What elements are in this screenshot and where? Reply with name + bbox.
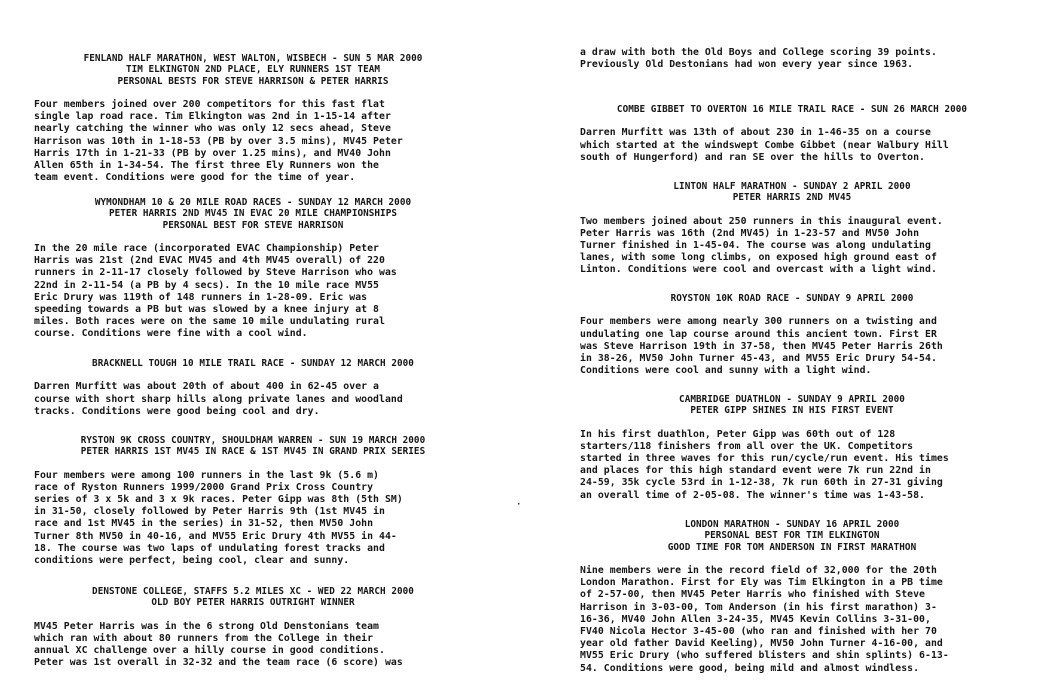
article-body: Four members were among 100 runners in the last 9k (5.6 m) race of Ryston Runners 1999/2000 Grand Prix Cross Country series of 3 x 5k and 3 x 9k races. Peter Gipp was 8th (5th SM) in 31-50, closely followed by Peter Harris 9th (1st MV45 in race and 1st MV45 in the series) in 31-52, then MV50 John Turner 8th MV50 in 40-16, and MV55 Eric Drury 4th MV55 in 44- 18. The course was two laps of undulating forest tracks and conditions were perfect, being cool, clear and sunny. [34, 469, 403, 567]
article-heading: LINTON HALF MARATHON - SUNDAY 2 APRIL 2000 PETER HARRIS 2ND MV45 [673, 181, 911, 204]
article-body: Four members were among nearly 300 runners on a twisting and undulating one lap course around this ancient town. First ER was Steve Harrison 19th in 37-58, then MV45 Peter Harris 26th in 38-26, MV50 John Turner 45-43, and MV55 Eric Drury 54-54. Conditions were cool and sunny with a light wind. [580, 316, 943, 377]
article-body: Darren Murfitt was 13th of about 230 in 1-46-35 on a course which started at the windswept Combe Gibbet (near Walbury Hill south of Hungerford) and ran SE over the hills to Overton. [580, 127, 949, 163]
article-body: In his first duathlon, Peter Gipp was 60th out of 128 starters/118 finishers from all over the UK. Competitors started in three waves for this run/cycle/run event. His times and places for this high standard event were 7k run 22nd in 24-59, 35k cycle 53rd in 1-12-38, 7k run 60th in 27-31 giving an overall time of 2-05-08. The winner's time was 1-43-58. [580, 428, 949, 501]
article-denstone-continued [580, 47, 1004, 71]
article-body: Two members joined about 250 runners in this inaugural event. Peter Harris was 16th (2nd MV45) in 1-23-57 and MV50 John Turner finished in 1-45-04. The course was along undulating lanes, with some long climbs, on exposed high ground east of Linton. Conditions were cool and overcast with a light wind. [580, 215, 943, 276]
article-body: MV45 Peter Harris was in the 6 strong Old Denstonians team which ran with about 80 runners from the College in their annual XC challenge over a hilly course in good conditions. Peter was 1st overall in 32-32 and the team race (6 score) was [34, 620, 403, 669]
article-denstone [34, 586, 472, 669]
article-bracknell [34, 358, 472, 418]
article-ryston [34, 435, 472, 567]
article-wymondham [34, 197, 472, 341]
article-heading: FENLAND HALF MARATHON, WEST WALTON, WISBECH - SUN 5 MAR 2000 TIM ELKINGTON 2ND PLACE, ELY RUNNERS 1ST TEAM PERSONAL BESTS FOR STEVE HARRISON & PETER HARRIS [83, 53, 423, 87]
scan-speck: · [516, 500, 522, 510]
article-heading: DENSTONE COLLEGE, STAFFS 5.2 MILES XC - WED 22 MARCH 2000 OLD BOY PETER HARRIS OUTRIGHT WINNER [92, 586, 414, 609]
article-heading: BRACKNELL TOUGH 10 MILE TRAIL RACE - SUNDAY 12 MARCH 2000 [92, 358, 414, 369]
article-heading: RYSTON 9K CROSS COUNTRY, SHOULDHAM WARREN - SUN 19 MARCH 2000 PETER HARRIS 1ST MV45 IN RACE & 1ST MV45 IN GRAND PRIX SERIES [80, 435, 426, 458]
article-body: In the 20 mile race (incorporated EVAC Championship) Peter Harris was 21st (2nd EVAC MV45 and 4th MV45 overall) of 220 runners in 2-11-17 closely followed by Steve Harrison who was 22nd in 2-11-54 (a PB by 4 secs). In the 10 mile race MV55 Eric Drury was 119th of 148 runners in 1-28-09. Eric was speeding towards a PB but was slowed by a knee injury at 8 miles. Both races were on the same 10 mile undulating rural course. Conditions were fine with a cool wind. [34, 242, 397, 340]
article-heading: ROYSTON 10K ROAD RACE - SUNDAY 9 APRIL 2000 [670, 293, 914, 304]
article-body: Four members joined over 200 competitors for this fast flat single lap road race. Tim Elkington was 2nd in 1-15-14 after nearly catching the winner who was only 12 secs ahead, Steve Harrison was 10th in 1-18-53 (PB by over 3.5 mins), MV45 Peter Harris 17th in 1-21-33 (PB by over 1.25 mins), and MV40 John Allen 65th in 1-34-54. The first three Ely Runners won the team event. Conditions were good for the time of year. [34, 98, 403, 184]
article-london-marathon [580, 519, 1004, 675]
article-body: Nine members were in the record field of 32,000 for the 20th London Marathon. First for Ely was Tim Elkington in a PB time of 2-57-00, then MV45 Peter Harris who finished with Steve Harrison in 3-03-00, Tom Anderson (in his first marathon) 3- 16-36, MV40 John Allen 3-24-35, MV45 Kevin Collins 3-31-00, FV40 Nicola Hector 3-45-00 (who ran and finished with her 70 year old father David Keeling), MV50 John Turner 4-16-00, and MV55 Eric Drury (who suffered blisters and shin splints) 6-13- 54. Conditions were good, being mild and almost windless. [580, 564, 949, 674]
article-body: Darren Murfitt was about 20th of about 400 in 62-45 over a course with short sharp hills along private lanes and woodland tracks. Conditions were good being cool and dry. [34, 381, 403, 417]
article-heading: LONDON MARATHON - SUNDAY 16 APRIL 2000 PERSONAL BEST FOR TIM ELKINGTON GOOD TIME FOR TOM ANDERSON IN FIRST MARATHON [667, 519, 917, 553]
article-body: a draw with both the Old Boys and College scoring 39 points. Previously Old Destonians had won every year since 1963. [580, 47, 937, 71]
article-heading: WYMONDHAM 10 & 20 MILE ROAD RACES - SUNDAY 12 MARCH 2000 PETER HARRIS 2ND MV45 IN EVAC 20 MILE CHAMPIONSHIPS PERSONAL BEST FOR STEVE HARRISON [94, 197, 412, 231]
article-cambridge-duathlon [580, 394, 1004, 502]
article-heading: COMBE GIBBET TO OVERTON 16 MILE TRAIL RACE - SUN 26 MARCH 2000 [616, 104, 968, 115]
article-combe-gibbet [580, 104, 1004, 164]
article-royston [580, 293, 1004, 377]
article-linton [580, 181, 1004, 277]
article-heading: CAMBRIDGE DUATHLON - SUNDAY 9 APRIL 2000 PETER GIPP SHINES IN HIS FIRST EVENT [679, 394, 905, 417]
article-fenland [34, 53, 472, 184]
